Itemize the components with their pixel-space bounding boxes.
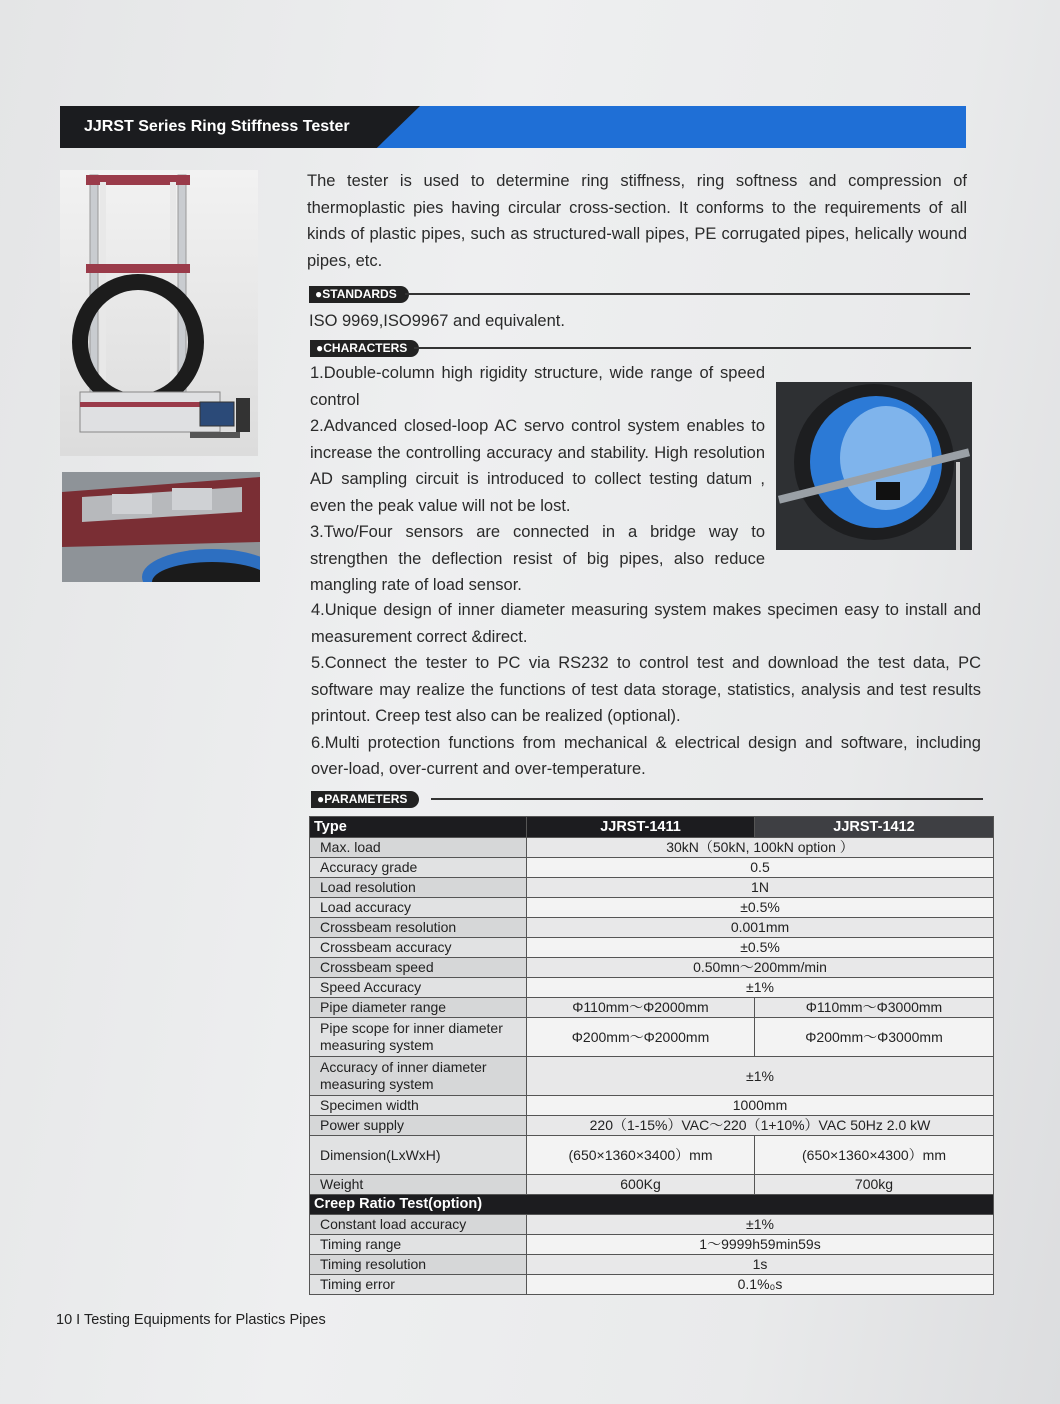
standards-label: ●STANDARDS <box>309 286 409 303</box>
row-label: Weight <box>310 1175 527 1195</box>
characters-heading <box>310 339 419 355</box>
row-value: 0.1%₀s <box>527 1275 994 1295</box>
row-label: Accuracy grade <box>310 858 527 878</box>
page-footer: 10 I Testing Equipments for Plastics Pipes <box>56 1312 326 1328</box>
row-value-1411: 600Kg <box>527 1175 755 1195</box>
character-item-5: 5.Connect the tester to PC via RS232 to control test and download the test data, PC software may realize the functions of test data storage, statistics, analysis and test results printout. Creep test also can be realized (optional). <box>311 654 981 725</box>
table-row <box>310 1255 994 1275</box>
row-value: 1N <box>527 878 994 898</box>
table-row <box>310 878 994 898</box>
row-label: Constant load accuracy <box>310 1215 527 1235</box>
inner-diameter-measure-photo <box>776 382 972 550</box>
character-item-4: 4.Unique design of inner diameter measuring system makes specimen easy to install and measurement correct &direct. <box>311 601 981 646</box>
row-label: Timing error <box>310 1275 527 1295</box>
row-value-1412: (650×1360×4300）mm <box>755 1136 994 1175</box>
load-plate-photo <box>62 472 260 582</box>
row-value: 0.001mm <box>527 918 994 938</box>
header-type: Type <box>310 817 527 838</box>
row-label: Max. load <box>310 838 527 858</box>
row-label: Speed Accuracy <box>310 978 527 998</box>
table-header-row <box>310 817 994 838</box>
row-value-1412: 700kg <box>755 1175 994 1195</box>
characters-label: ●CHARACTERS <box>310 340 419 357</box>
row-value-1412: Φ110mm～Φ3000mm <box>755 998 994 1018</box>
row-value: ±1% <box>527 1057 994 1096</box>
table-row <box>310 1096 994 1116</box>
parameters-rule <box>431 798 983 800</box>
row-value: 1～9999h59min59s <box>527 1235 994 1255</box>
row-label: Specimen width <box>310 1096 527 1116</box>
row-value-1411: Φ110mm～Φ2000mm <box>527 998 755 1018</box>
standards-text: ISO 9969,ISO9967 and equivalent. <box>309 312 565 330</box>
row-label: Power supply <box>310 1116 527 1136</box>
row-label: Timing range <box>310 1235 527 1255</box>
standards-heading <box>309 285 409 301</box>
row-value: 220（1-15%）VAC～220（1+10%）VAC 50Hz 2.0 kW <box>527 1116 994 1136</box>
parameters-label: ●PARAMETERS <box>311 791 419 808</box>
banner-title: JJRST Series Ring Stiffness Tester <box>84 118 350 135</box>
row-value: 1000mm <box>527 1096 994 1116</box>
row-value-1412: Φ200mm～Φ3000mm <box>755 1018 994 1057</box>
header-model-1412: JJRST-1412 <box>755 817 994 838</box>
table-row <box>310 1057 994 1096</box>
character-item-3: 3.Two/Four sensors are connected in a bridge way to strengthen the deflection resist of big pipes, also reduce mangling rate of load sensor. <box>310 523 765 594</box>
table-row <box>310 1136 994 1175</box>
parameters-heading <box>311 790 419 806</box>
standards-rule <box>405 293 970 295</box>
tester-machine-photo <box>60 170 258 456</box>
parameters-table <box>309 816 994 1295</box>
row-value: 1s <box>527 1255 994 1275</box>
header-model-1411: JJRST-1411 <box>527 817 755 838</box>
row-label: Crossbeam accuracy <box>310 938 527 958</box>
row-value: ±0.5% <box>527 898 994 918</box>
row-value-1411: Φ200mm～Φ2000mm <box>527 1018 755 1057</box>
table-row <box>310 918 994 938</box>
row-value: 0.5 <box>527 858 994 878</box>
section-banner <box>60 106 966 148</box>
row-value: ±1% <box>527 978 994 998</box>
characters-list-wide <box>311 597 981 783</box>
table-row <box>310 1215 994 1235</box>
intro-paragraph: The tester is used to determine ring stiffness, ring softness and compression of thermoplastic pies having circular cross-section. It conforms to the requirements of all kinds of plastic pipes, such as structured-wall pipes, PE corrugated pipes, helically wound pipes, etc. <box>307 172 967 270</box>
table-row <box>310 1018 994 1057</box>
table-row <box>310 898 994 918</box>
character-item-6: 6.Multi protection functions from mechanical & electrical design and software, including over-load, over-current and over-temperature. <box>311 733 981 778</box>
row-label: Timing resolution <box>310 1255 527 1275</box>
creep-section-header <box>310 1195 994 1215</box>
creep-section-title: Creep Ratio Test(option) <box>310 1195 994 1215</box>
table-row <box>310 858 994 878</box>
row-label: Crossbeam resolution <box>310 918 527 938</box>
row-label: Pipe diameter range <box>310 998 527 1018</box>
row-value: ±0.5% <box>527 938 994 958</box>
characters-list-narrow <box>310 360 765 599</box>
row-label: Dimension(LxWxH) <box>310 1136 527 1175</box>
row-label: Accuracy of inner diameter measuring system <box>310 1057 527 1096</box>
character-item-1: 1.Double-column high rigidity structure, wide range of speed control <box>310 364 765 409</box>
table-row <box>310 978 994 998</box>
table-row <box>310 1235 994 1255</box>
table-row <box>310 1175 994 1195</box>
row-label: Crossbeam speed <box>310 958 527 978</box>
row-value: 30kN（50kN, 100kN option ） <box>527 838 994 858</box>
table-row <box>310 1116 994 1136</box>
row-label: Load resolution <box>310 878 527 898</box>
table-row <box>310 1275 994 1295</box>
table-row <box>310 838 994 858</box>
table-row <box>310 958 994 978</box>
row-value: 0.50mn～200mm/min <box>527 958 994 978</box>
characters-rule <box>414 347 971 349</box>
table-row <box>310 998 994 1018</box>
table-row <box>310 938 994 958</box>
row-label: Load accuracy <box>310 898 527 918</box>
row-label: Pipe scope for inner diameter measuring system <box>310 1018 527 1057</box>
character-item-2: 2.Advanced closed-loop AC servo control system enables to increase the controlling accuracy and stability. High resolution AD sampling circuit is introduced to collect testing datum , even the peak value will not be lost. <box>310 417 765 515</box>
row-value-1411: (650×1360×3400）mm <box>527 1136 755 1175</box>
row-value: ±1% <box>527 1215 994 1235</box>
